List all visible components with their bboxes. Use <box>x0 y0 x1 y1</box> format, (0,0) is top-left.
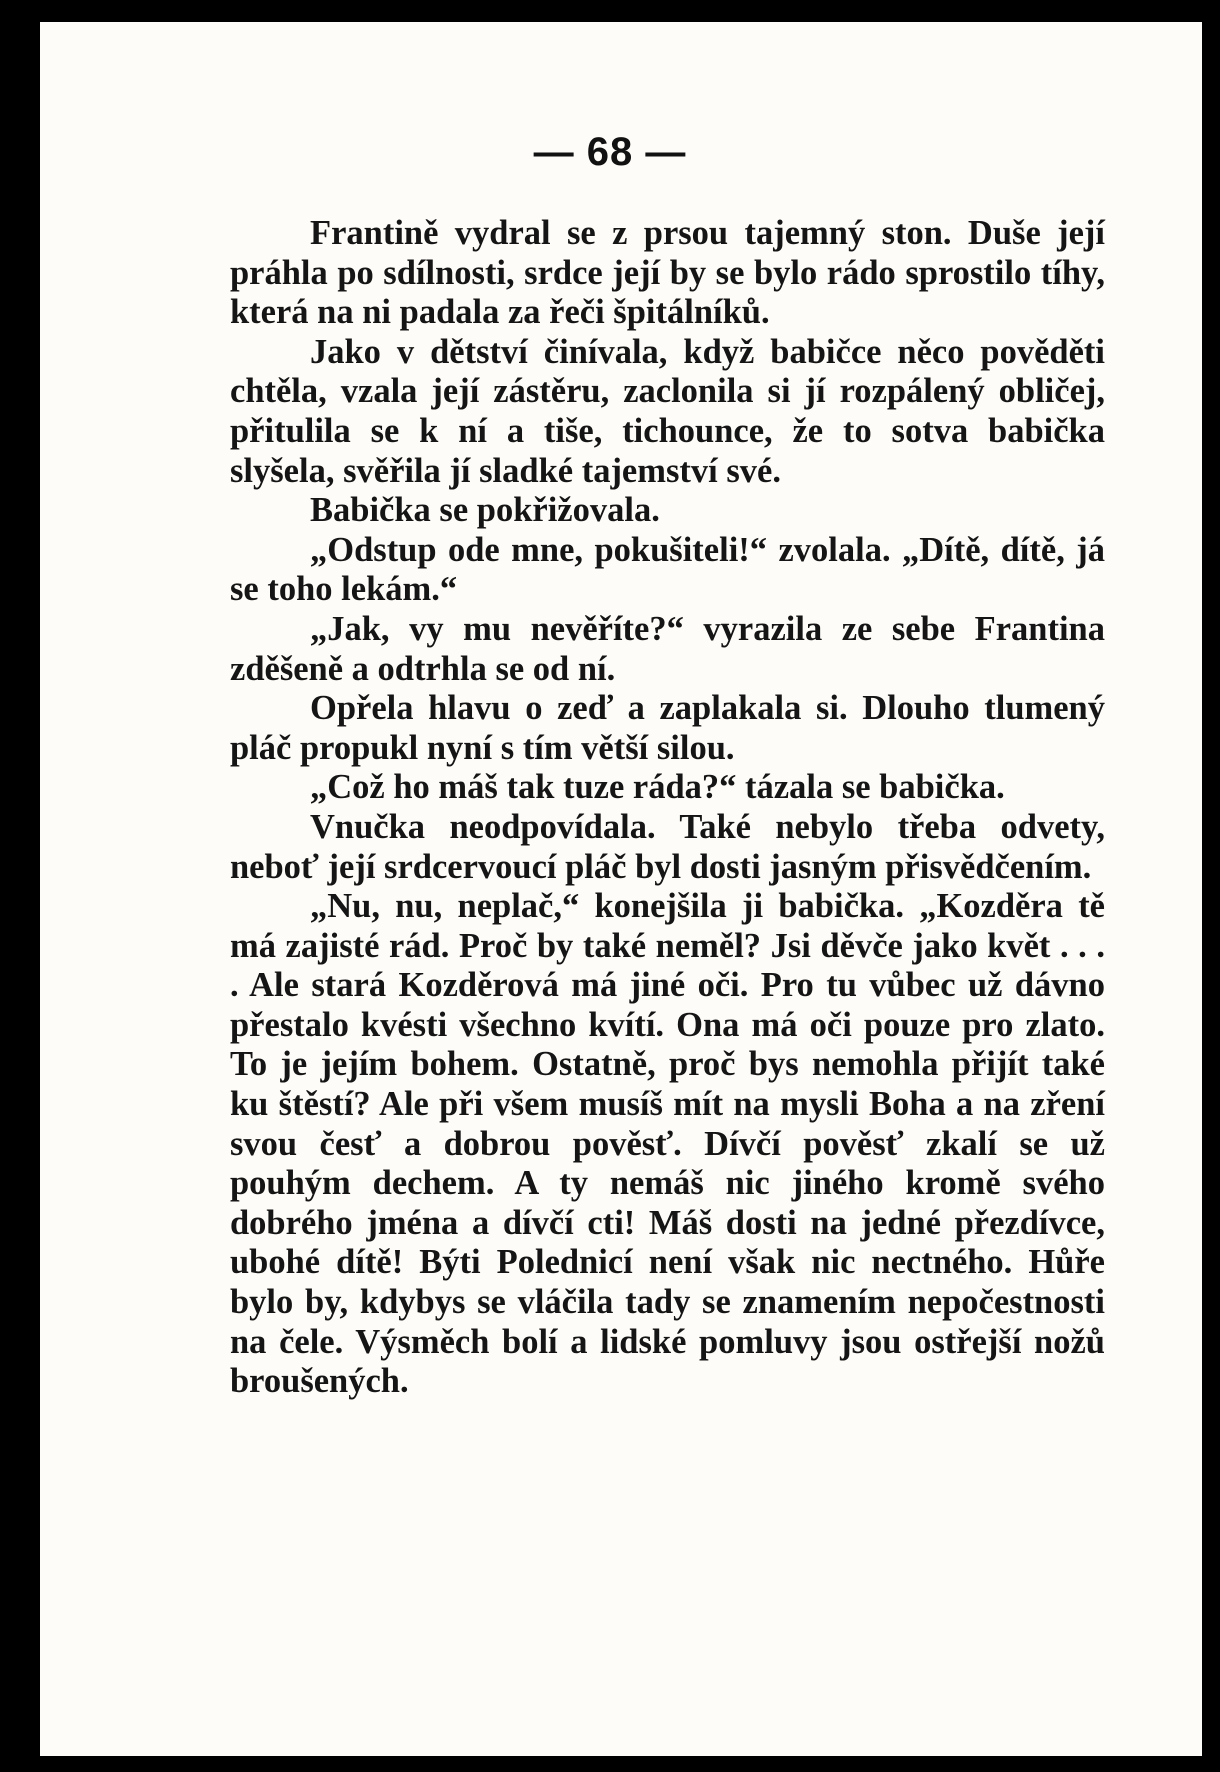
paragraph-pokusiteli: „Odstup ode mne, pokušiteli!“ zvolala. „Dítě, dítě, já se toho lekám.“ <box>230 530 1105 609</box>
paragraph-pokrizovala: Babička se pokřižovala. <box>310 491 660 530</box>
book-page <box>40 22 1202 1756</box>
paragraph-neplac: „Nu, nu, neplač,“ konejšila ji babička. „Kozděra tě má zajisté rád. Proč by také neměl? Jsi děvče jako květ . . . . Ale stará Kozděrová má jiné oči. Pro tu vůbec už dávno přestalo kvésti všechno kvítí. Ona má oči pouze pro zlato. To je jejím bohem. Ostatně, proč bys nemohla přijít také ku štěstí? Ale při všem musíš mít na mysli Boha a na zření svou česť a dobrou pověsť. Dívčí pověsť zkalí se už pouhým dechem. A ty nemáš nic jiného kromě svého dobrého jména a dívčí cti! Máš dosti na jedné přezdívce, ubohé dítě! Býti Polednicí není však nic nectného. Hůře bylo by, kdybys se vláčila tady se znamením nepočestnosti na čele. Výsměch bolí a lidské pomluvy jsou ostřejší nožů broušených. <box>230 887 1105 1401</box>
paragraph-ston: Frantině vydral se z prsou tajemný ston. Duše její práhla po sdílnosti, srdce její by se bylo rádo sprostilo tíhy, která na ni padala za řeči špitálníků. <box>230 214 1105 332</box>
paragraph-zasteru: Jako v dětství činívala, když babičce něco pověděti chtěla, vzala její zástěru, zaclonila si jí rozpálený obličej, přitulila se k ní a tiše, tichounce, že to sotva babička slyšela, svěřila jí sladké tajemství své. <box>230 332 1105 490</box>
body-text <box>230 214 1105 1402</box>
paragraph-neverite: „Jak, vy mu nevěříte?“ vyrazila ze sebe Frantina zděšeně a odtrhla se od ní. <box>230 609 1105 688</box>
page-number: — 68 — <box>533 130 687 174</box>
paragraph-neodpovidala: Vnučka neodpovídala. Také nebylo třeba odvety, neboť její srdcervoucí pláč byl dosti jasným přisvědčením. <box>230 807 1105 886</box>
paragraph-tuze-rada: „Což ho máš tak tuze ráda?“ tázala se babička. <box>310 768 1005 807</box>
paragraph-zaplakala: Opřela hlavu o zeď a zaplakala si. Dlouho tlumený pláč propukl nyní s tím větší silou. <box>230 689 1105 767</box>
